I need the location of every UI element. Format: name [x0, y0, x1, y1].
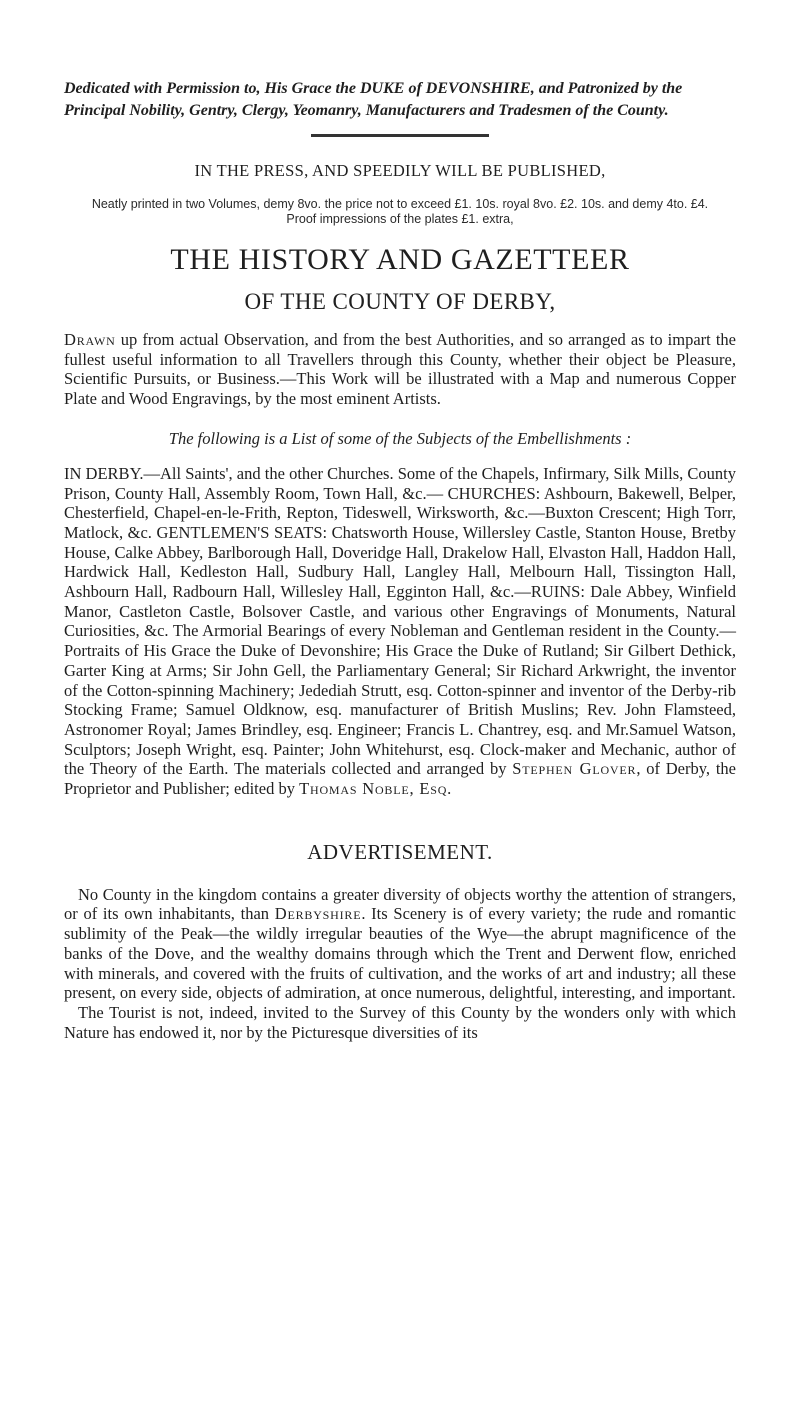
subjects-list — [64, 464, 736, 799]
divider-rule — [311, 134, 489, 137]
collector-name: Stephen Glover — [512, 759, 637, 779]
book-title: THE HISTORY AND GAZETTEER — [170, 243, 630, 276]
dedication: Dedicated with Permission to, His Grace the DUKE of DEVONSHIRE, and Patronized by the Principal Nobility, Gentry, Clergy, Yeomanry, Manufacturers and Tradesmen of the County. — [64, 80, 683, 119]
document-page — [64, 78, 736, 1042]
advertisement-paragraph-2: The Tourist is not, indeed, invited to the Survey of this County by the wonders only with which Nature has endowed it, nor by the Picturesque diversities of its — [64, 1002, 736, 1042]
county-name: Derbyshire — [274, 904, 362, 924]
printing-info-line1: Neatly printed in two Volumes, demy 8vo. the price not to exceed £1. 10s. royal 8vo. £2. 10s. and demy 4to. £4. — [91, 197, 709, 211]
ad-para1-a: No County in the kingdom contains a greater diversity of objects worthy the attention of strangers, or of its own inhabitants, than — [64, 884, 736, 924]
description-lead: Drawn — [64, 330, 116, 349]
list-heading: The following is a List of some of the Subjects of the Embellishments : — [168, 428, 632, 448]
subjects-part1: IN DERBY.—All Saints', and the other Churches. Some of the Chapels, Infirmary, Silk Mills, County Prison, County Hall, Assembly Room, Town Hall, &c.— CHURCHES: Ashbourn, Bakewell, Belper, Chesterfield, Chapel-en-le-Frith, Repton, Tideswell, Wirksworth, &c.—Buxton Crescent; High Torr, Matlock, &c. GENTLEMEN'S SEATS: Chatsworth House, Willersley Castle, Stanton House, Bretby House, Calke Abbey, Barlborough Hall, Doveridge Hall, Drakelow Hall, Elvaston Hall, Haddon Hall, Hardwick Hall, Kedleston Hall, Sudbury Hall, Langley Hall, Melbourn Hall, Tissington Hall, Ashbourn Hall, Radbourn Hall, Willesley Hall, Egginton Hall, &c.—RUINS: Dale Abbey, Winfield Manor, Castleton Castle, Bolsover Castle, and various other Engravings of Monuments, Natural Curiosities, &c. The Armorial Bearings of every Nobleman and Gentleman resident in the County.—Portraits of His Grace the Duke of Devonshire; His Grace the Duke of Rutland; Sir Gilbert Dethick, Garter King at Arms; Sir John Gell, the Parliamentary General; Sir Richard Arkwright, the inventor of the Cotton-spinning Machinery; Jedediah Strutt, esq. Cotton-spinner and inventor of the Derby-rib Stocking Frame; Samuel Oldknow, esq. manufacturer of British Muslins; Rev. John Flamsteed, Astronomer Royal; James Brindley, esq. Engineer; Francis L. Chantrey, esq. and Mr.Samuel Watson, Sculptors; Joseph Wright, esq. Painter; John Whitehurst, esq. Clock-maker and Mechanic, author of the Theory of the Earth. The materials collected and arranged by — [64, 463, 736, 779]
editor-name: Thomas Noble, Esq. — [299, 779, 453, 799]
printing-info-line2: Proof impressions of the plates £1. extra, — [286, 212, 514, 226]
advertisement-heading: ADVERTISEMENT. — [307, 839, 493, 864]
book-subtitle: OF THE COUNTY OF DERBY, — [244, 289, 556, 314]
description — [64, 330, 736, 409]
advertisement-paragraph-1 — [64, 885, 736, 1003]
press-heading: IN THE PRESS, AND SPEEDILY WILL BE PUBLISHED, — [194, 161, 606, 180]
description-rest: up from actual Observation, and from the best Authorities, and so arranged as to impart the fullest useful information to all Travellers through this County, whether their object be Pleasure, Scientific Pursuits, or Business.—This Work will be illustrated with a Map and numerous Copper Plate and Wood Engravings, by the most eminent Artists. — [64, 330, 736, 409]
subjects-part2: , of Derby, the Proprietor and Publisher; edited by — [64, 759, 736, 799]
printing-info — [64, 197, 736, 227]
ad-para1-b: . Its Scenery is of every variety; the rude and romantic sublimity of the Peak—the wildly irregular beauties of the Wye—the abrupt magnificence of the banks of the Dove, and the wealthy domains through which the Trent and Derwent flow, enriched with minerals, and covered with the fruits of cultivation, and the works of art and industry; all these present, on every side, objects of admiration, at once numerous, delightful, interesting, and important. — [64, 904, 736, 1003]
